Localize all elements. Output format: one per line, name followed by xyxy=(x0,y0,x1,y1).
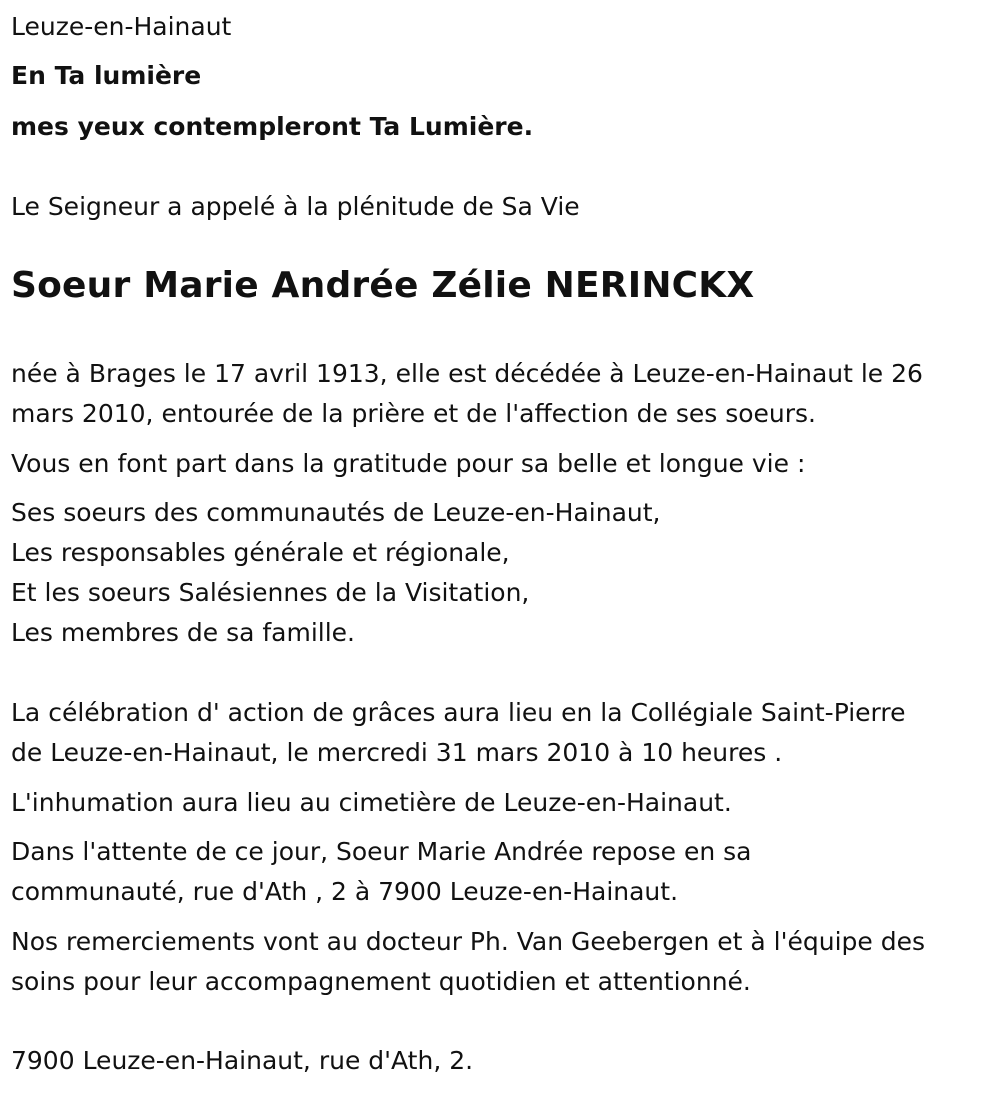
bio-line-2: mars 2010, entourée de la prière et de l'affection de ses soeurs. xyxy=(11,399,817,428)
deceased-name: Soeur Marie Andrée Zélie NERINCKX xyxy=(11,265,755,306)
ceremony-line-2: de Leuze-en-Hainaut, le mercredi 31 mars 2010 à 10 heures . xyxy=(11,738,783,767)
header-location: Leuze-en-Hainaut xyxy=(11,12,232,41)
family-line: Ses soeurs des communautés de Leuze-en-Hainaut, xyxy=(11,498,661,527)
family-line: Les membres de sa famille. xyxy=(11,618,356,647)
burial-text: L'inhumation aura lieu au cimetière de Leuze-en-Hainaut. xyxy=(11,788,732,817)
verse-line-2: mes yeux contempleront Ta Lumière. xyxy=(11,112,534,141)
thanks-line-2: soins pour leur accompagnement quotidien et attentionné. xyxy=(11,967,751,996)
announcement-text: Le Seigneur a appelé à la plénitude de Sa Vie xyxy=(11,192,580,221)
family-line: Et les soeurs Salésiennes de la Visitation, xyxy=(11,578,530,607)
rest-line-1: Dans l'attente de ce jour, Soeur Marie Andrée repose en sa xyxy=(11,837,752,866)
family-line: Les responsables générale et régionale, xyxy=(11,538,510,567)
verse-line-1: En Ta lumière xyxy=(11,61,202,90)
thanks-line-1: Nos remerciements vont au docteur Ph. Van Geebergen et à l'équipe des xyxy=(11,927,926,956)
bio-line-1: née à Brages le 17 avril 1913, elle est décédée à Leuze-en-Hainaut le 26 xyxy=(11,359,923,388)
rest-line-2: communauté, rue d'Ath , 2 à 7900 Leuze-en-Hainaut. xyxy=(11,877,679,906)
ceremony-line-1: La célébration d' action de grâces aura lieu en la Collégiale Saint-Pierre xyxy=(11,698,906,727)
intro-text: Vous en font part dans la gratitude pour sa belle et longue vie : xyxy=(11,449,806,478)
address-text: 7900 Leuze-en-Hainaut, rue d'Ath, 2. xyxy=(11,1046,474,1075)
